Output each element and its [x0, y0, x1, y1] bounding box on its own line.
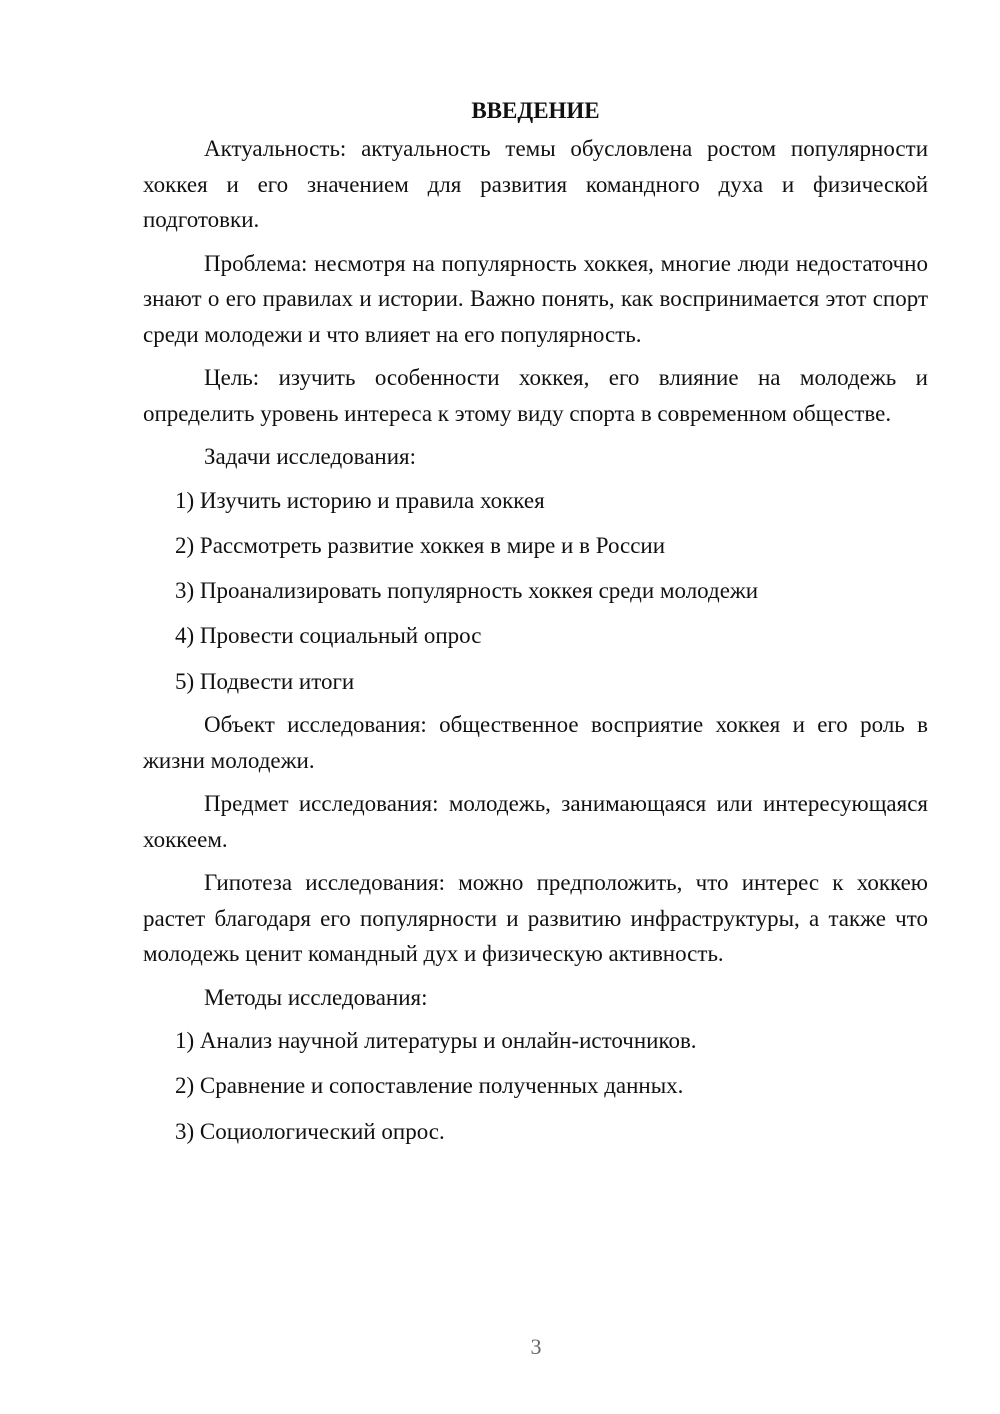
page-number: 3 [530, 1334, 542, 1359]
tasks-title: Задачи исследования: [204, 444, 417, 469]
task-item-5: 5) Подвести итоги [175, 668, 355, 694]
goal-paragraph: Цель: изучить особенности хоккея, его влияние на молодежь и определить уровень интереса к этому виду спорта в современном обществе. [143, 365, 928, 426]
page-content [143, 96, 928, 1157]
method-item-3: 3) Социологический опрос. [175, 1118, 445, 1144]
subject-paragraph: Предмет исследования: молодежь, занимающаяся или интересующаяся хоккеем. [143, 791, 928, 852]
task-item-1: 1) Изучить историю и правила хоккея [175, 487, 545, 513]
section-heading: ВВЕДЕНИЕ [471, 98, 600, 123]
object-paragraph: Объект исследования: общественное восприятие хоккея и его роль в жизни молодежи. [143, 712, 928, 773]
methods-title: Методы исследования: [204, 984, 428, 1010]
method-item-1: 1) Анализ научной литературы и онлайн-источников. [175, 1028, 697, 1054]
task-item-4: 4) Провести социальный опрос [175, 623, 482, 649]
method-item-2: 2) Сравнение и сопоставление полученных данных. [175, 1073, 684, 1099]
hypothesis-paragraph: Гипотеза исследования: можно предположить, что интерес к хоккею растет благодаря его популярности и развитию инфраструктуры, а также что молодежь ценит командный дух и физическую активность. [143, 870, 928, 967]
task-item-2: 2) Рассмотреть развитие хоккея в мире и в России [175, 532, 666, 558]
problem-paragraph: Проблема: несмотря на популярность хоккея, многие люди недостаточно знают о его правилах и истории. Важно понять, как воспринимается этот спорт среди молодежи и что влияет на его популярность. [143, 250, 928, 347]
task-item-3: 3) Проанализировать популярность хоккея среди молодежи [175, 578, 759, 604]
relevance-paragraph: Актуальность: актуальность темы обусловлена ростом популярности хоккея и его значением для развития командного духа и физической подготовки. [143, 136, 928, 232]
